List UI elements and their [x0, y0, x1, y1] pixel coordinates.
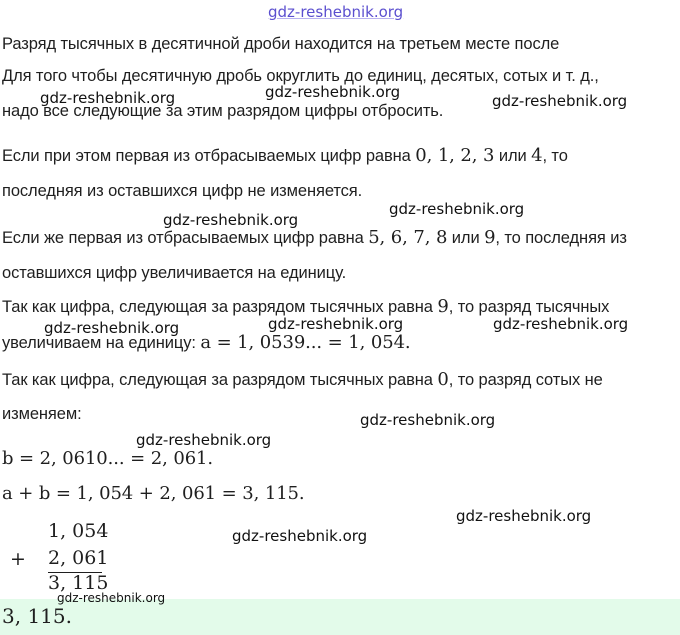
- watermark: gdz-reshebnik.org: [163, 211, 299, 229]
- watermark: gdz-reshebnik.org: [493, 315, 629, 333]
- watermark: gdz-reshebnik.org: [40, 89, 176, 107]
- line-6-text-b: или: [447, 229, 485, 247]
- line-11: изменяем:: [2, 405, 82, 423]
- line-4: [2, 146, 568, 166]
- line-10: [2, 370, 603, 390]
- line-5: последняя из оставшихся цифр не изменяется.: [2, 182, 363, 200]
- line-4-text-c: , то: [542, 147, 568, 165]
- line-6-text-c: , то последняя из: [495, 229, 627, 247]
- line-9-text: увеличиваем на единицу:: [2, 334, 201, 352]
- watermark: gdz-reshebnik.org: [389, 200, 525, 218]
- watermark: gdz-reshebnik.org: [57, 591, 166, 605]
- line-6: [2, 228, 627, 248]
- equation-b: b = 2, 0610... = 2, 061.: [2, 448, 214, 469]
- watermark: gdz-reshebnik.org: [265, 83, 401, 101]
- line-8: [2, 297, 609, 317]
- line-6-text-a: Если же первая из отбрасываемых цифр равна: [2, 229, 369, 247]
- watermark: gdz-reshebnik.org: [232, 527, 368, 545]
- line-7: оставшихся цифр увеличивается на единицу.: [2, 264, 347, 282]
- answer-value: 3, 115.: [2, 604, 72, 628]
- watermark: gdz-reshebnik.org: [268, 315, 404, 333]
- addend-2: 2, 061: [48, 547, 109, 569]
- line-8-math: 9: [437, 296, 449, 317]
- watermark: gdz-reshebnik.org: [44, 319, 180, 337]
- line-4-math-digits: 0, 1, 2, 3: [415, 145, 495, 166]
- watermark: gdz-reshebnik.org: [492, 92, 628, 110]
- line-10-math: 0: [437, 369, 449, 390]
- line-8-text-b: , то разряд тысячных: [448, 298, 610, 316]
- line-4-text-a: Если при этом первая из отбрасываемых цифр равна: [2, 147, 416, 165]
- line-3: надо все следующие за этим разрядом цифры отбросить.: [2, 102, 444, 120]
- line-9-math: a = 1, 0539... = 1, 054.: [200, 332, 411, 353]
- sum-result: 3, 115: [48, 572, 109, 594]
- line-4-text-b: или: [494, 147, 532, 165]
- plus-sign: +: [10, 548, 26, 570]
- equation-sum: a + b = 1, 054 + 2, 061 = 3, 115.: [2, 483, 305, 504]
- line-10-text-a: Так как цифра, следующая за разрядом тысячных равна: [2, 371, 438, 389]
- line-6-math-digits: 5, 6, 7, 8: [368, 227, 448, 248]
- watermark: gdz-reshebnik.org: [136, 431, 272, 449]
- line-1: Разряд тысячных в десятичной дроби находится на третьем месте после: [2, 35, 560, 53]
- line-2: Для того чтобы десятичную дробь округлить до единиц, десятых, сотых и т. д.,: [2, 67, 599, 85]
- watermark: gdz-reshebnik.org: [456, 507, 592, 525]
- watermark-top[interactable]: gdz-reshebnik.org: [268, 3, 404, 21]
- line-8-text-a: Так как цифра, следующая за разрядом тысячных равна: [2, 298, 438, 316]
- addend-1: 1, 054: [48, 520, 109, 542]
- line-4-math-four: 4: [531, 145, 543, 166]
- line-10-text-b: , то разряд сотых не: [448, 371, 603, 389]
- watermark: gdz-reshebnik.org: [360, 411, 496, 429]
- line-6-math-nine: 9: [484, 227, 496, 248]
